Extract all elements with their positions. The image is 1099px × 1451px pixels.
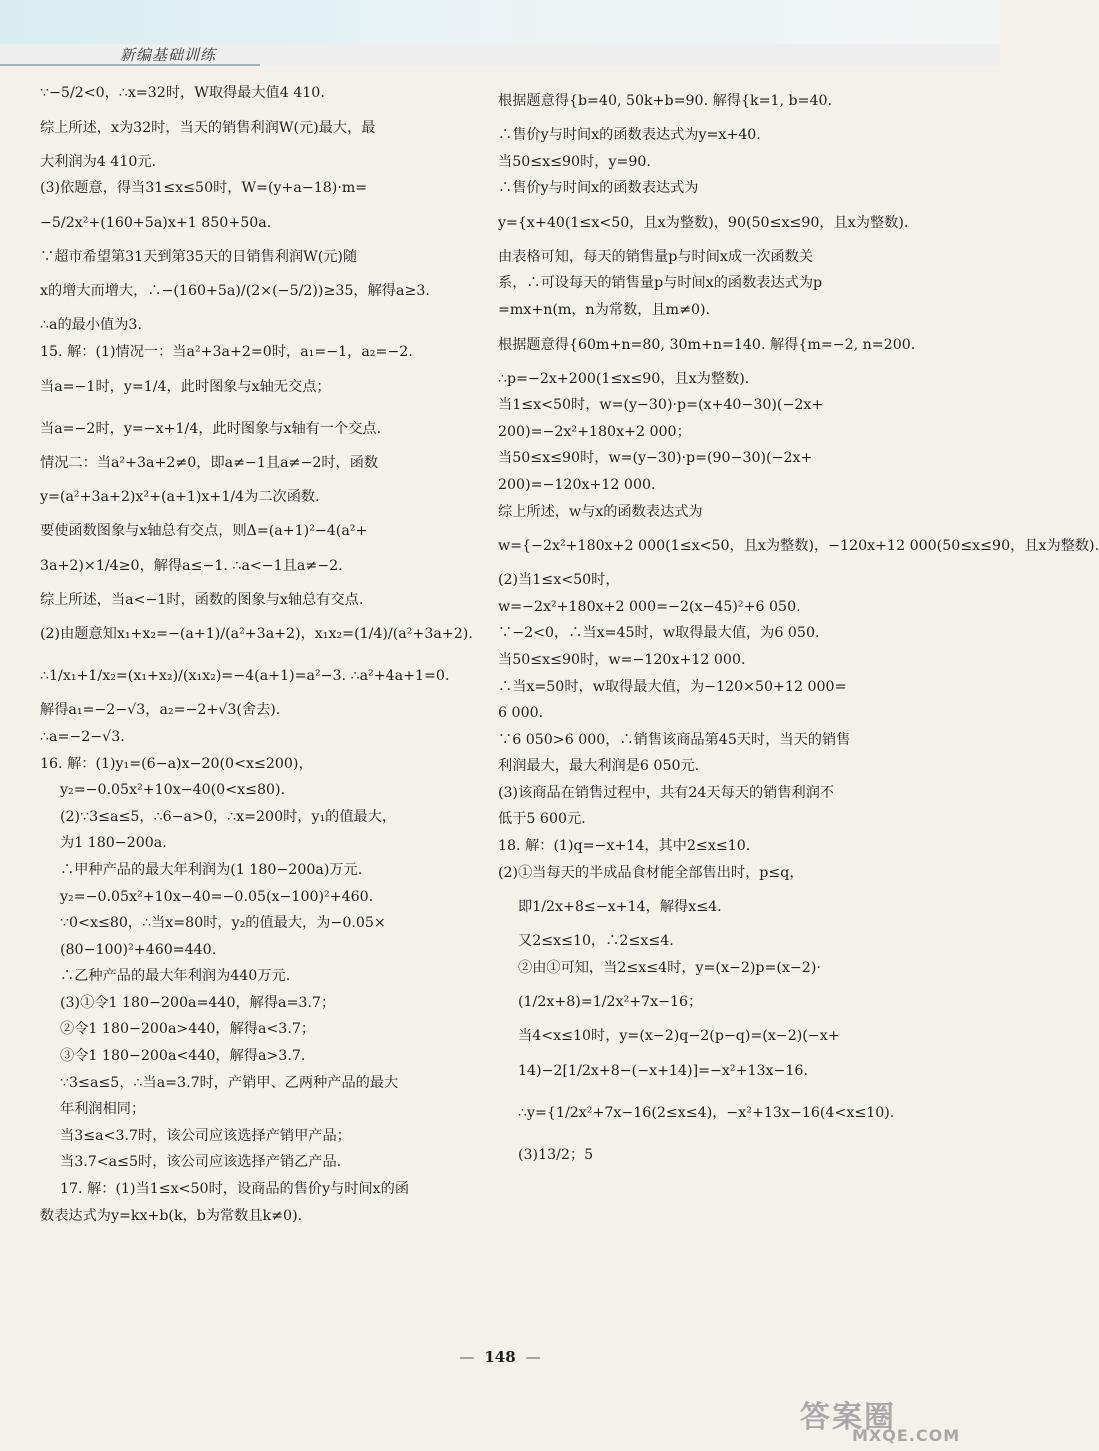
text-line: 14)−2[1/2x+8−(−x+14)]=−x²+13x−16. (518, 1063, 808, 1080)
page-header (0, 0, 1000, 66)
text-line: ②令1 180−200a>440，解得a<3.7； (60, 1021, 316, 1038)
page-footer: — 148 — (459, 1348, 541, 1366)
text-line: 低于5 600元. (498, 811, 586, 828)
text-line: 即1/2x+8≤−x+14，解得x≤4. (518, 899, 722, 916)
text-line: ③令1 180−200a<440，解得a>3.7. (60, 1048, 306, 1065)
text-line: y={x+40(1≤x<50，且x为整数)，90(50≤x≤90，且x为整数). (498, 214, 909, 231)
text-line: y₂=−0.05x²+10x−40=−0.05(x−100)²+460. (60, 888, 374, 905)
text-line: (1/2x+8)=1/2x²+7x−16； (518, 994, 703, 1011)
text-line: 根据题意得{b=40, 50k+b=90. 解得{k=1, b=40. (498, 93, 833, 109)
text-line: 解得a₁=−2−√3，a₂=−2+√3(舍去). (40, 702, 281, 719)
text-line: 当a=−1时，y=1/4，此时图象与x轴无交点； (40, 378, 331, 395)
text-line: 3a+2)×1/4≥0，解得a≤−1. ∴a<−1且a≠−2. (40, 557, 343, 574)
text-line: 当50≤x≤90时，w=(y−30)·p=(90−30)(−2x+ (498, 450, 813, 467)
text-line: ∴p=−2x+200(1≤x≤90，且x为整数). (498, 370, 750, 387)
text-line: ∵6 050>6 000，∴销售该商品第45天时，当天的销售 (498, 731, 851, 748)
text-line: ∴当x=50时，w取得最大值，为−120×50+12 000= (498, 678, 847, 695)
right-column (498, 80, 1099, 1176)
text-line: 综上所述，当a<−1时，函数的图象与x轴总有交点. (40, 591, 364, 608)
text-line: ∴y={1/2x²+7x−16(2≤x≤4)，−x²+13x−16(4<x≤10). (518, 1105, 895, 1122)
text-line: (3)依题意，得当31≤x≤50时，W=(y+a−18)·m= (40, 180, 368, 197)
text-line: 当3.7<a≤5时，该公司应该选择产销乙产品. (60, 1154, 342, 1171)
text-line: 当1≤x<50时，w=(y−30)·p=(x+40−30)(−2x+ (498, 397, 824, 414)
text-line: 16. 解：(1)y₁=(6−a)x−20(0<x≤200)， (40, 755, 313, 772)
text-line: 要使函数图象与x轴总有交点，则Δ=(a+1)²−4(a²+ (40, 523, 368, 540)
text-line: ∵3≤a≤5，∴当a=3.7时，产销甲、乙两种产品的最大 (60, 1074, 399, 1091)
text-line: x的增大而增大，∴−(160+5a)/(2×(−5/2))≥35，解得a≥3. (40, 283, 430, 300)
text-line: 当4<x≤10时，y=(x−2)q−2(p−q)=(x−2)(−x+ (518, 1028, 840, 1045)
text-line: 15. 解：(1)情况一：当a²+3a+2=0时，a₁=−1，a₂=−2. (40, 343, 413, 360)
text-line: 情况二：当a²+3a+2≠0，即a≠−1且a≠−2时，函数 (40, 454, 379, 471)
text-line: (3)①令1 180−200a=440，解得a=3.7； (60, 994, 336, 1011)
text-line: ∴1/x₁+1/x₂=(x₁+x₂)/(x₁x₂)=−4(a+1)=a²−3. ∴a²+4a+1=0. (40, 668, 450, 685)
text-line: 数表达式为y=kx+b(k，b为常数且k≠0). (40, 1207, 303, 1224)
watermark-cn: 答案圈 (800, 1400, 896, 1435)
text-line: ∵超市希望第31天到第35天的日销售利润W(元)随 (40, 248, 358, 265)
text-line: (2)由题意知x₁+x₂=−(a+1)/(a²+3a+2)，x₁x₂=(1/4)/(a²+3a+2). (40, 626, 473, 643)
text-line: −5/2x²+(160+5a)x+1 850+50a. (40, 214, 272, 231)
watermark-logo (790, 1392, 980, 1446)
text-line: 由表格可知，每天的销售量p与时间x成一次函数关 (498, 248, 814, 265)
text-line: ∴a的最小值为3. (40, 317, 142, 334)
page-number: 148 (484, 1348, 516, 1366)
text-line: (2)当1≤x<50时， (498, 572, 620, 589)
header-rule (0, 64, 260, 66)
text-line: 200)=−120x+12 000. (498, 476, 656, 493)
header-band (0, 0, 1000, 44)
text-line: ∵−5/2<0，∴x=32时，W取得最大值4 410. (40, 85, 325, 101)
text-line: =mx+n(m，n为常数，且m≠0). (498, 301, 711, 318)
text-line: 综上所述，x为32时，当天的销售利润W(元)最大，最 (40, 119, 376, 136)
text-line: w={−2x²+180x+2 000(1≤x<50，且x为整数)，−120x+12 000(50≤x≤90，且x为整数). (498, 538, 1099, 555)
text-line: 6 000. (498, 705, 544, 722)
text-line: (2)∵3≤a≤5，∴6−a>0，∴x=200时，y₁的值最大， (60, 808, 397, 825)
text-line: 当a=−2时，y=−x+1/4，此时图象与x轴有一个交点. (40, 420, 382, 437)
text-line: (80−100)²+460=440. (60, 941, 217, 958)
text-line: ∴售价y与时间x的函数表达式为 (498, 180, 699, 197)
text-line: 200)=−2x²+180x+2 000； (498, 423, 691, 440)
text-line: ∴售价y与时间x的函数表达式为y=x+40. (498, 127, 761, 143)
text-line: 大利润为4 410元. (40, 153, 157, 170)
text-line: 系，∴可设每天的销售量p与时间x的函数表达式为p (498, 275, 823, 292)
watermark-en: MXQE.COM (852, 1426, 961, 1445)
text-line: (3)13/2；5 (518, 1147, 594, 1164)
text-line: 当50≤x≤90时，y=90. (498, 153, 651, 170)
text-line: 利润最大，最大利润是6 050元. (498, 758, 700, 775)
text-line: ②由①可知，当2≤x≤4时，y=(x−2)p=(x−2)· (518, 959, 821, 976)
text-line: ∵−2<0，∴当x=45时，w取得最大值，为6 050. (498, 625, 820, 642)
text-line: 又2≤x≤10，∴2≤x≤4. (518, 933, 674, 950)
text-line: 当50≤x≤90时，w=−120x+12 000. (498, 651, 746, 668)
text-line: 综上所述，w与x的函数表达式为 (498, 503, 703, 520)
text-line: ∴甲种产品的最大年利润为(1 180−200a)万元. (60, 861, 363, 878)
text-line: 17. 解：(1)当1≤x<50时，设商品的售价y与时间x的函 (60, 1181, 410, 1198)
text-line: w=−2x²+180x+2 000=−2(x−45)²+6 050. (498, 598, 801, 615)
text-line: 根据题意得{60m+n=80, 30m+n=140. 解得{m=−2, n=200. (498, 336, 916, 353)
text-line: ∴a=−2−√3. (40, 728, 125, 745)
text-line: ∴乙种产品的最大年利润为440万元. (60, 968, 291, 985)
text-line: 18. 解：(1)q=−x+14，其中2≤x≤10. (498, 838, 751, 855)
text-line: (2)①当每天的半成品食材能全部售出时，p≤q， (498, 864, 804, 881)
book-title: 新编基础训练 (120, 46, 217, 64)
text-line: y₂=−0.05x²+10x−40(0<x≤80). (60, 782, 286, 799)
left-column (40, 80, 473, 1229)
text-line: ∵0<x≤80，∴当x=80时，y₂的值最大，为−0.05× (60, 915, 386, 932)
text-line: 年利润相同； (60, 1101, 146, 1118)
text-line: (3)该商品在销售过程中，共有24天每天的销售利润不 (498, 784, 835, 801)
text-line: y=(a²+3a+2)x²+(a+1)x+1/4为二次函数. (40, 489, 320, 506)
text-line: 为1 180−200a. (60, 835, 167, 852)
text-line: 当3≤a<3.7时，该公司应该选择产销甲产品； (60, 1127, 351, 1144)
